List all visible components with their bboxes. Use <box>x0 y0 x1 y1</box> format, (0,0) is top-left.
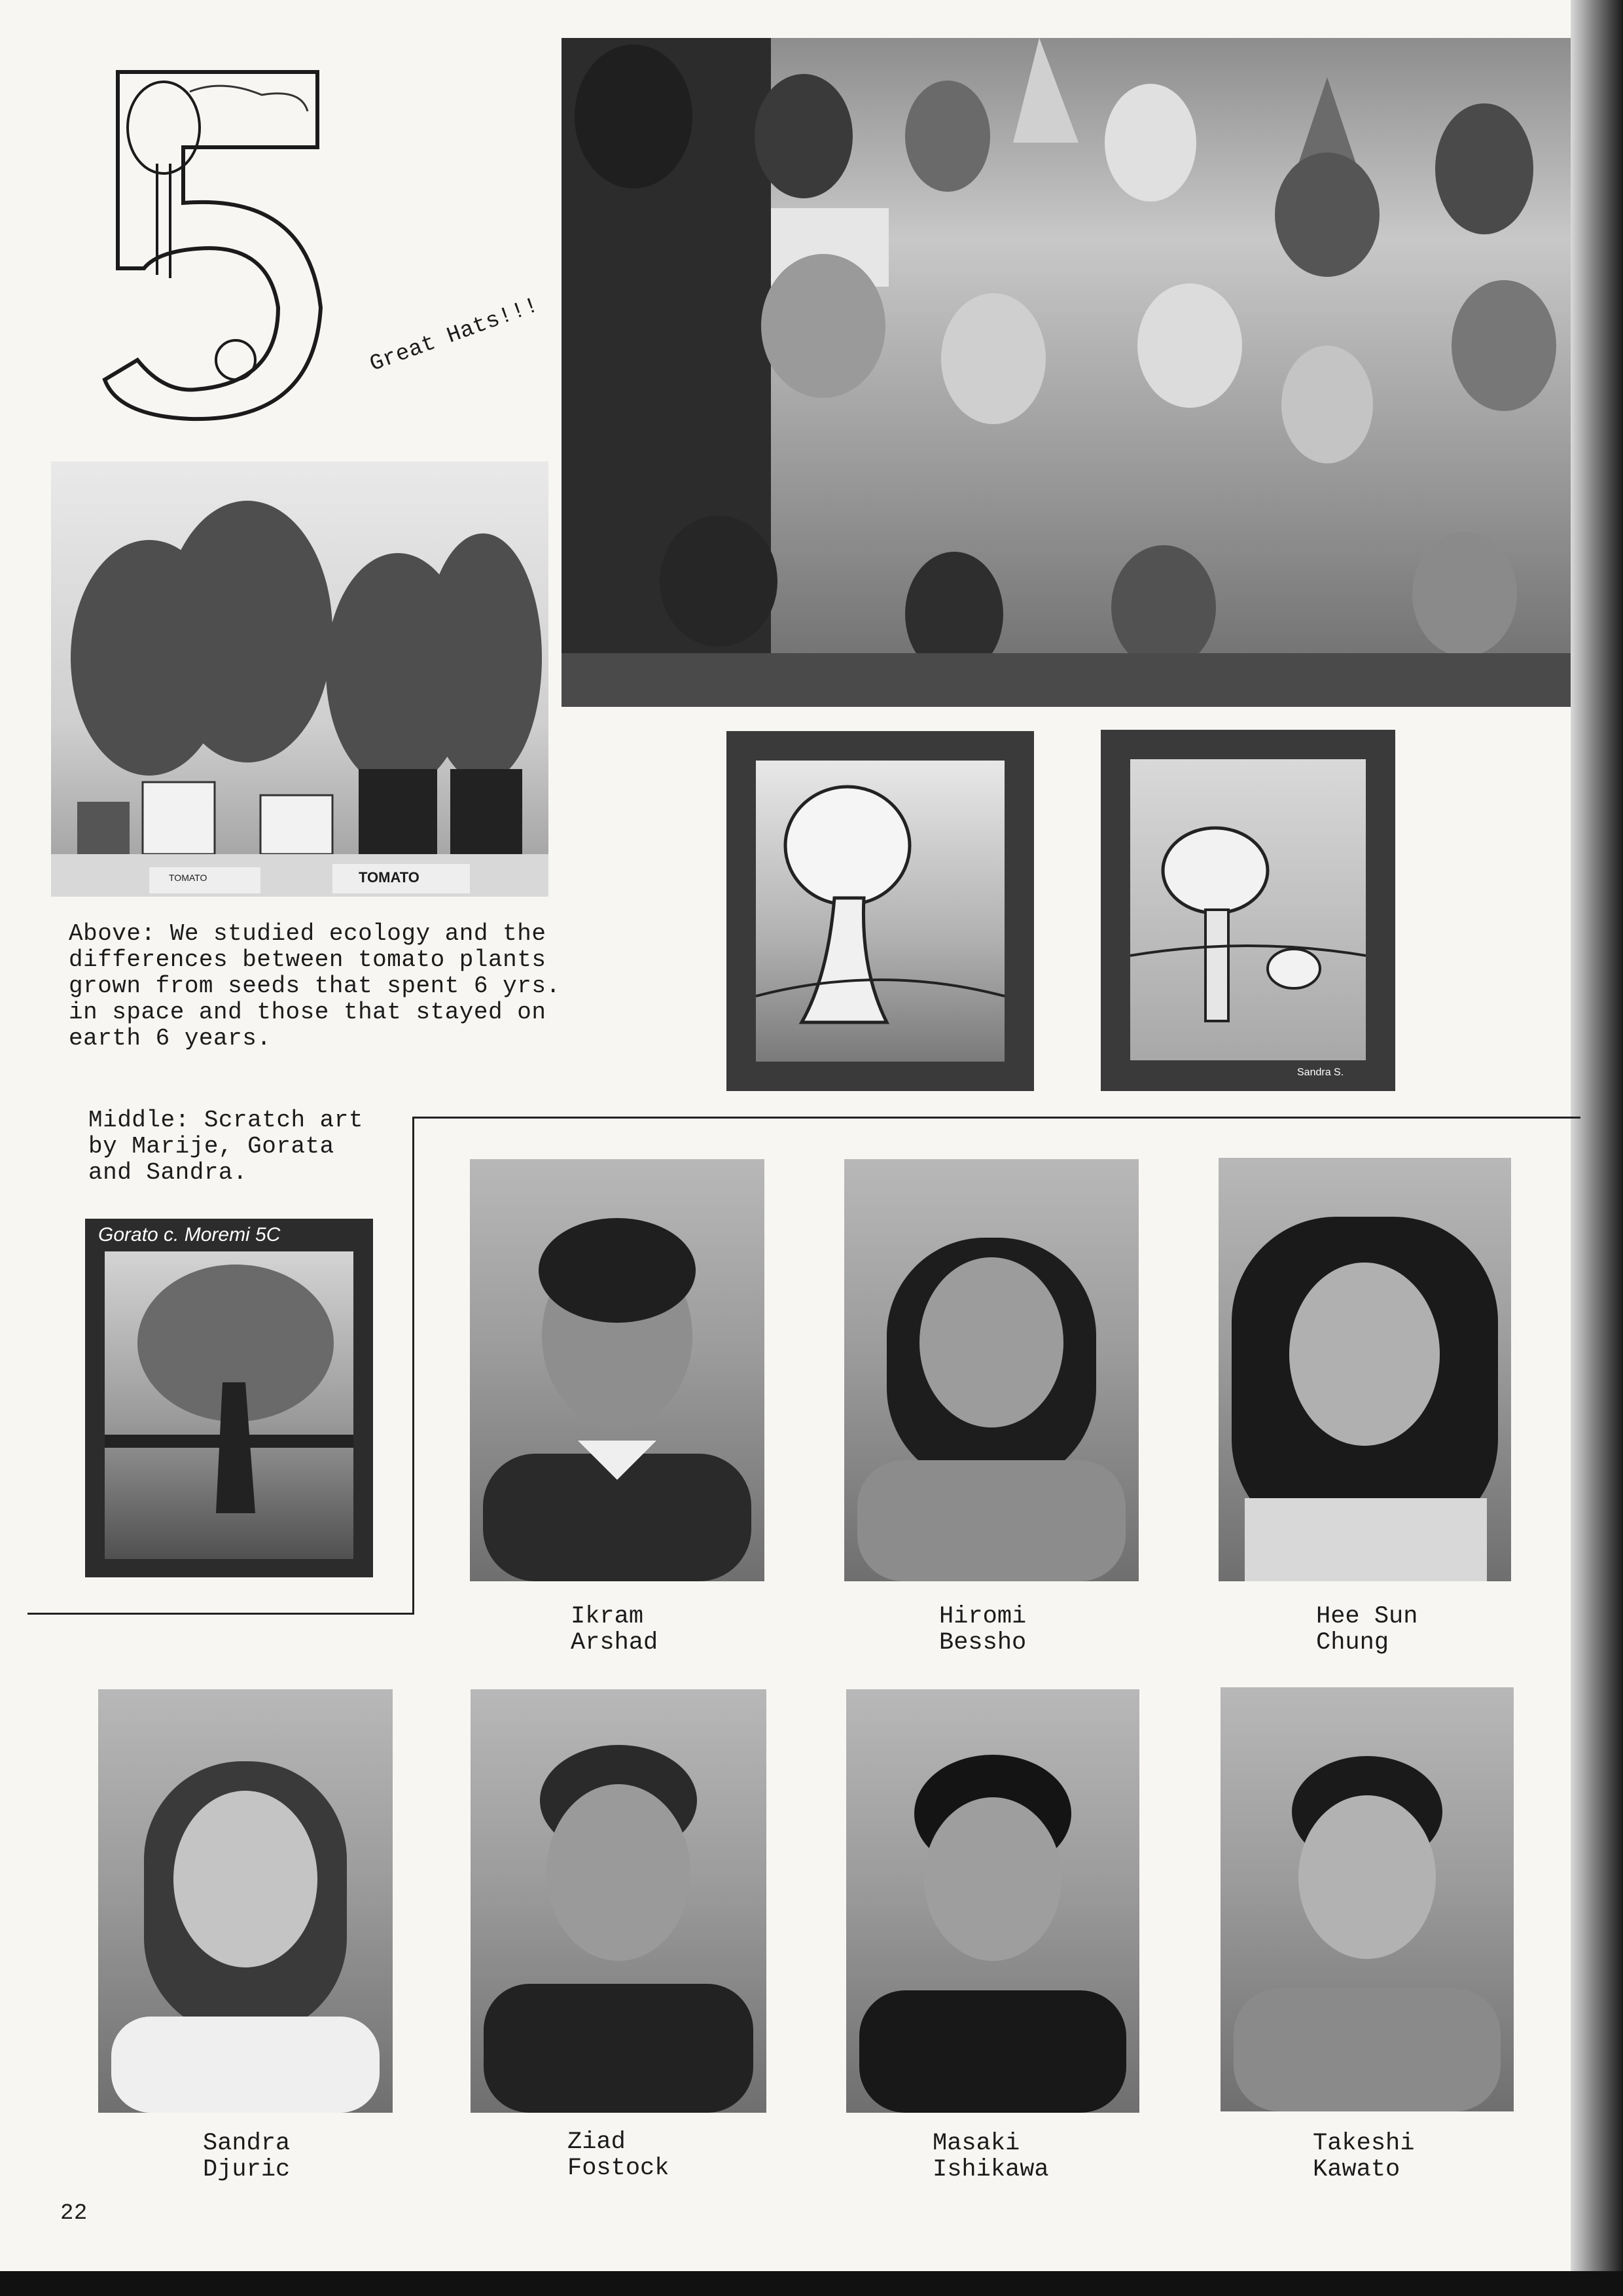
student-name: Masaki Ishikawa <box>933 2130 1049 2183</box>
student-name: Hiromi Bessho <box>939 1603 1027 1657</box>
middle-caption: Middle: Scratch art by Marije, Gorata and Sandra. <box>88 1107 363 1186</box>
sandra-signature: Sandra S. <box>1297 1067 1344 1078</box>
portrait-hiromi-bessho <box>844 1159 1139 1581</box>
student-name: Hee Sun Chung <box>1316 1603 1418 1657</box>
scratch-art-sandra <box>1101 730 1395 1091</box>
divider-horizontal-top <box>412 1117 1580 1119</box>
tomato-plants-photo <box>51 461 548 897</box>
great-hats-caption: Great Hats!!! <box>366 293 543 378</box>
student-name: Takeshi Kawato <box>1313 2130 1415 2183</box>
above-caption: Above: We studied ecology and the differences between tomato plants grown from seeds that spent 6 yrs. in space and those that stayed on earth 6 years. <box>69 920 561 1052</box>
portrait-masaki-ishikawa <box>846 1689 1139 2113</box>
student-name: Ziad Fostock <box>567 2128 669 2182</box>
student-name: Sandra Djuric <box>203 2130 291 2183</box>
portrait-sandra-djuric <box>98 1689 393 2113</box>
portrait-hee-sun-chung <box>1219 1158 1511 1581</box>
portrait-ikram-arshad <box>470 1159 764 1581</box>
page-number: 22 <box>60 2201 88 2226</box>
great-hats-group-photo <box>562 38 1571 707</box>
divider-horizontal-bottom <box>27 1613 414 1615</box>
portrait-ziad-fostock <box>471 1689 766 2113</box>
page-bottom-edge <box>0 2271 1623 2296</box>
divider-vertical <box>412 1117 414 1614</box>
scratch-art-gorata <box>85 1219 373 1577</box>
gorata-signature: Gorato c. Moremi 5C <box>98 1224 281 1246</box>
plant-label-right: TOMATO <box>359 869 419 886</box>
chapter-number-drawing <box>92 52 340 425</box>
plant-label-left: TOMATO <box>169 872 207 883</box>
portrait-takeshi-kawato <box>1221 1687 1514 2111</box>
page-binding-edge <box>1571 0 1623 2296</box>
scratch-art-marije <box>726 731 1034 1091</box>
student-name: Ikram Arshad <box>571 1603 658 1657</box>
